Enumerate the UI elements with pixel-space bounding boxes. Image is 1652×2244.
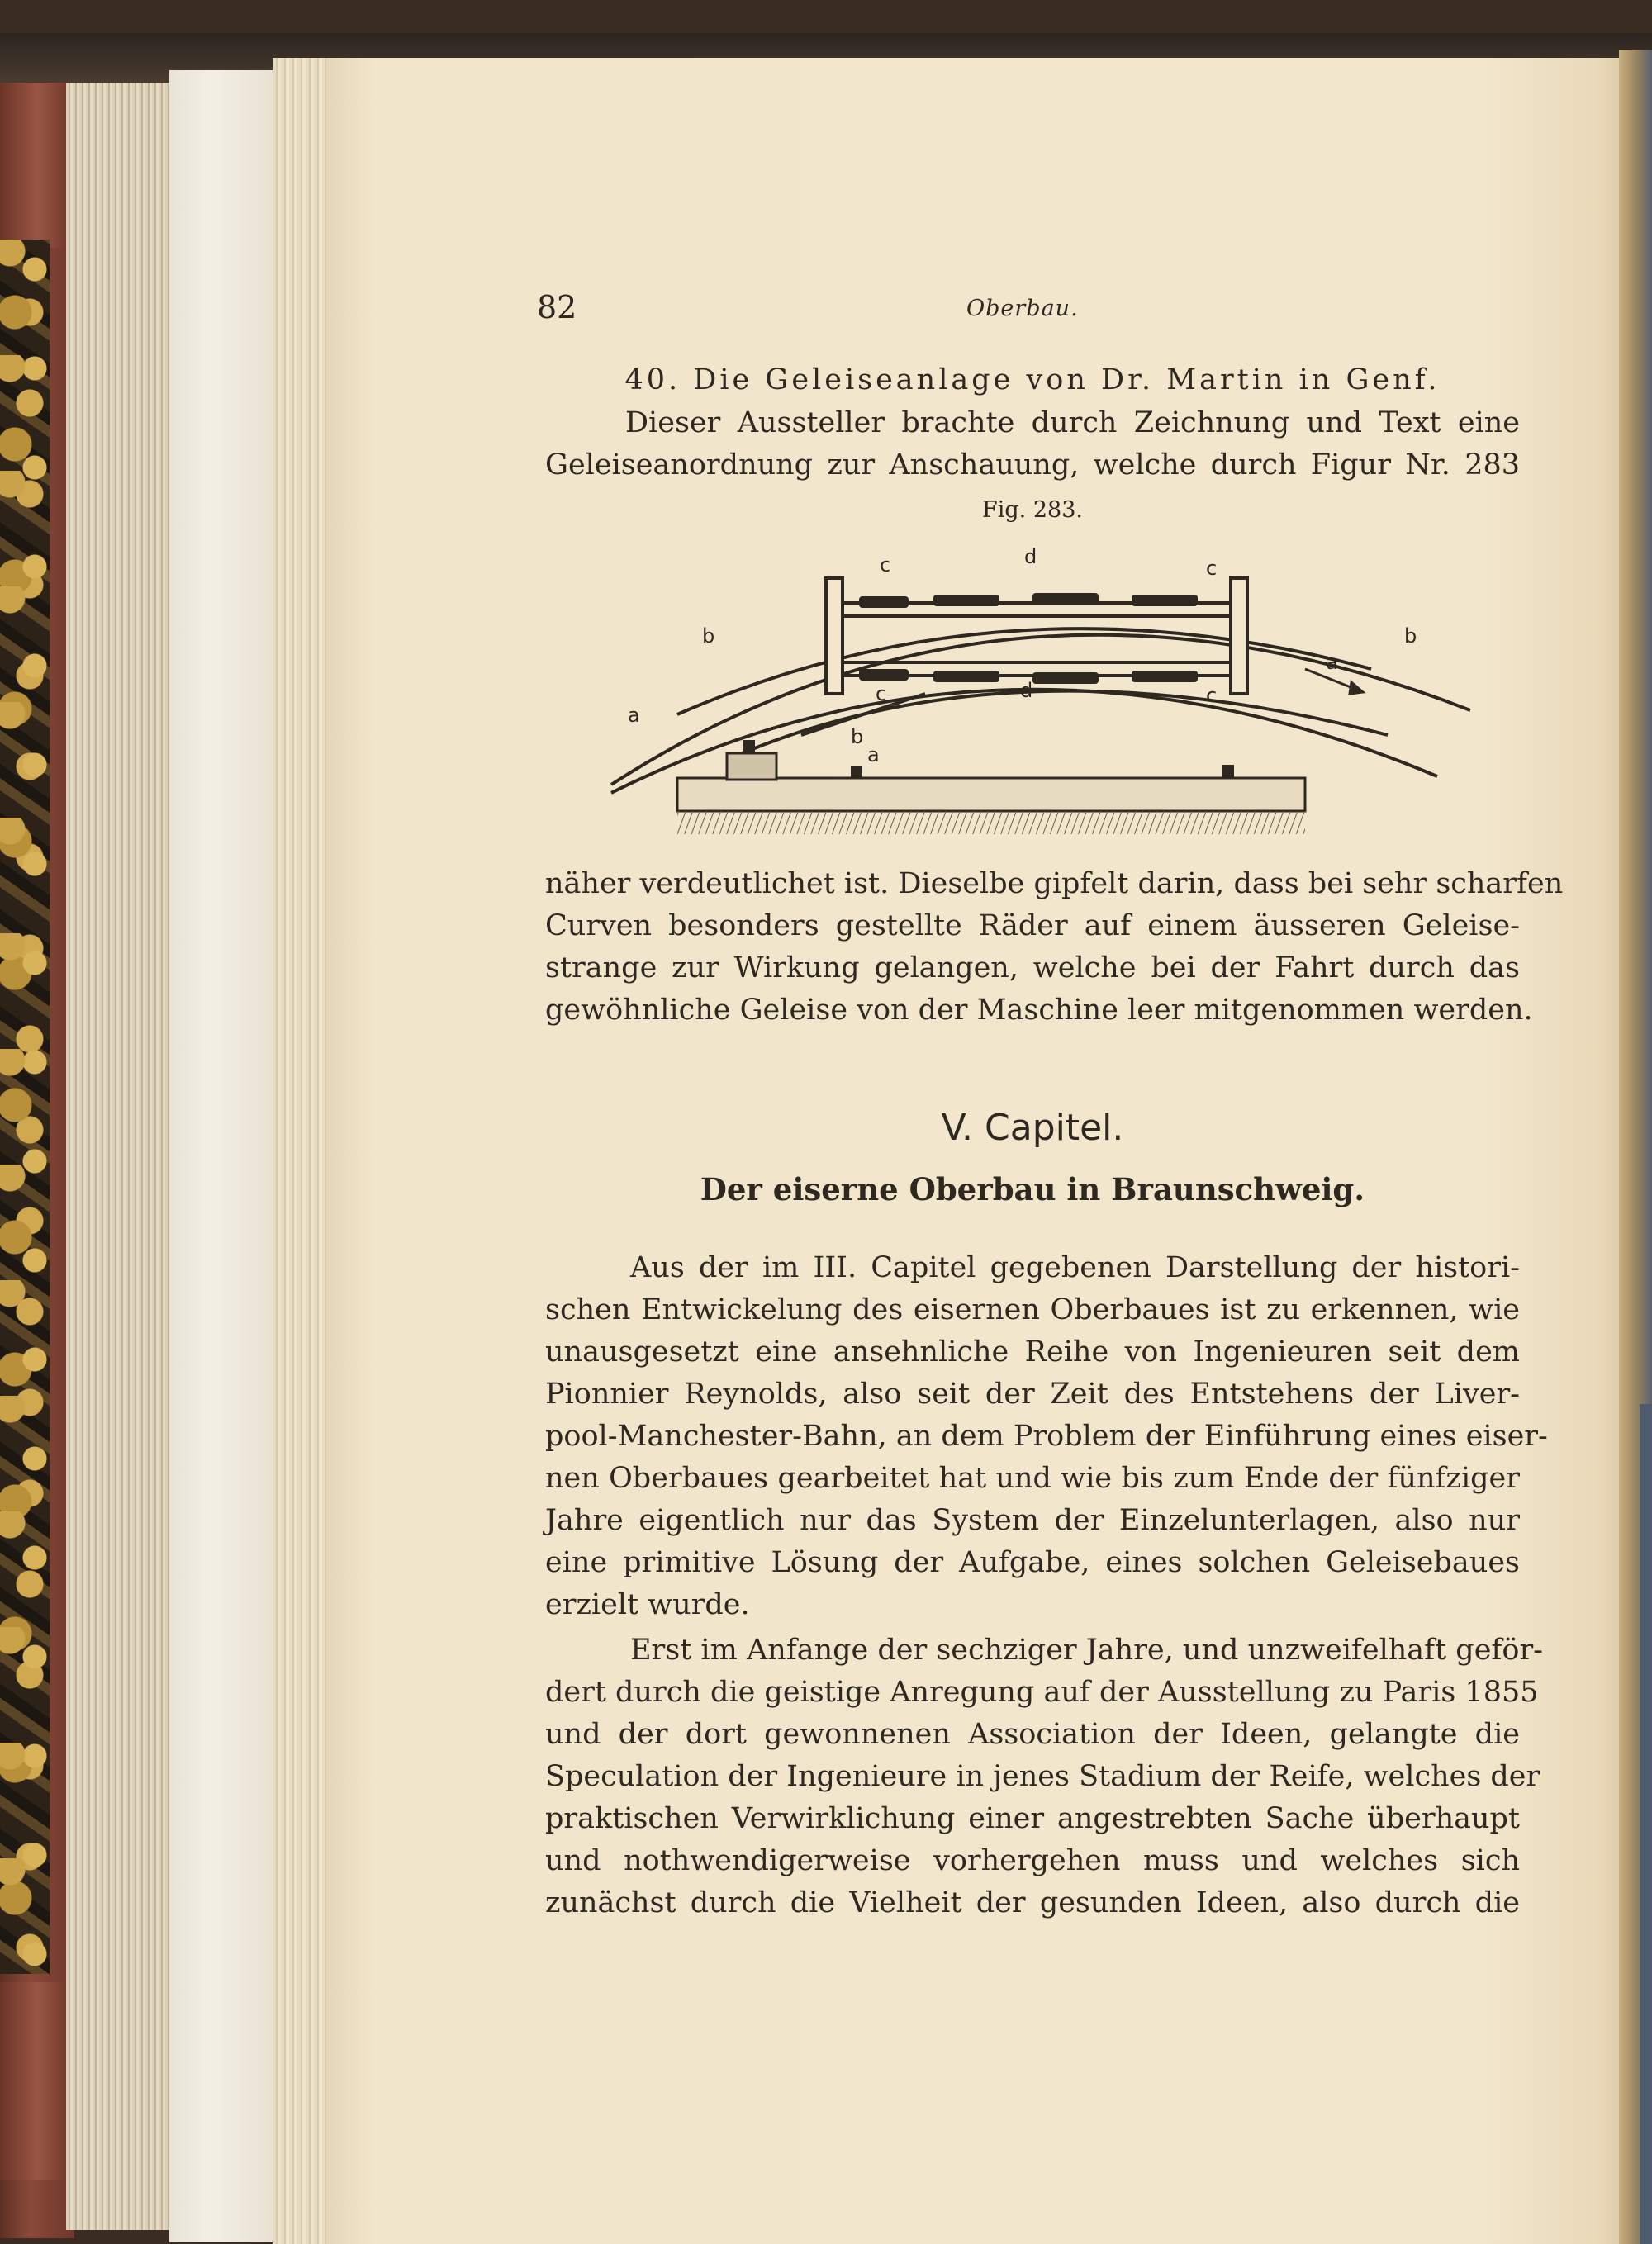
text-line: Pionnier Reynolds, also seit der Zeit des Entstehens der Liver-	[545, 1378, 1520, 1411]
text-line: gewöhnliche Geleise von der Maschine leer mitgenommen werden.	[545, 994, 1533, 1027]
text-line: Aus der im III. Capitel gegebenen Darstellung der histori-	[630, 1251, 1520, 1284]
text-line: strange zur Wirkung gelangen, welche bei der Fahrt durch das	[545, 951, 1520, 984]
axle-right	[1231, 578, 1247, 694]
leather-band	[0, 1982, 74, 2180]
figure-283	[578, 545, 1487, 851]
label-b: b	[702, 624, 715, 648]
label-b: b	[1404, 624, 1417, 648]
page-edges-left	[66, 83, 173, 2230]
text-line: unausgesetzt eine ansehnliche Reihe von Ingenieuren seit dem	[545, 1335, 1520, 1369]
label-d: d	[1024, 545, 1037, 568]
text-line: zunächst durch die Vielheit der gesunden Ideen, also durch die	[545, 1886, 1520, 1919]
marbled-endpaper	[0, 240, 50, 1974]
sleeper-section	[677, 740, 1305, 834]
text-line: schen Entwickelung des eisernen Oberbaues ist zu erkennen, wie	[545, 1293, 1520, 1326]
label-a: a	[867, 743, 880, 766]
text-line: und nothwendigerweise vorhergehen muss und welches sich	[545, 1844, 1520, 1877]
text-line: Speculation der Ingenieure in jenes Stadium der Reife, welches der	[545, 1760, 1540, 1793]
text-line: Dieser Aussteller brachte durch Zeichnung und Text eine	[625, 406, 1520, 439]
running-head: Oberbau.	[966, 296, 1079, 321]
text-line: praktischen Verwirklichung einer angestrebten Sache überhaupt	[545, 1802, 1520, 1835]
axle-left	[826, 578, 843, 694]
text-line: Geleiseanordnung zur Anschauung, welche durch Figur Nr. 283	[545, 448, 1520, 482]
chapter-number: V. Capitel.	[941, 1107, 1124, 1149]
label-c: c	[1206, 557, 1218, 580]
page-number: 82	[537, 289, 577, 325]
text-line: näher verdeutlichet ist. Dieselbe gipfelt darin, dass bei sehr scharfen	[545, 867, 1564, 900]
label-c: c	[1206, 684, 1218, 707]
text-line: eine primitive Lösung der Aufgabe, eines solchen Geleisebaues	[545, 1546, 1520, 1579]
text-line: pool-Manchester-Bahn, an dem Problem der Einführung eines eiser-	[545, 1420, 1548, 1453]
label-b: b	[851, 725, 864, 748]
text-line: Erst im Anfange der sechziger Jahre, und unzweifelhaft geför-	[630, 1634, 1544, 1667]
text-line: und der dort gewonnenen Association der Ideen, gelangte die	[545, 1718, 1520, 1751]
section-title: 40. Die Geleiseanlage von Dr. Martin in Genf.	[624, 363, 1441, 396]
label-c: c	[876, 682, 887, 705]
text-line: erzielt wurde.	[545, 1588, 750, 1621]
cloth-strip	[1640, 1404, 1652, 2244]
figure-caption: Fig. 283.	[982, 497, 1083, 523]
label-c: c	[880, 553, 891, 576]
text-line: Curven besonders gestellte Räder auf einem äusseren Geleise-	[545, 909, 1520, 942]
left-page	[169, 70, 277, 2242]
label-a: a	[628, 704, 640, 727]
page-gutter	[273, 58, 330, 2244]
text-line: Jahre eigentlich nur das System der Einzelunterlagen, also nur	[545, 1504, 1520, 1537]
text-line: nen Oberbaues gearbeitet hat und wie bis zum Ende der fünfziger	[545, 1462, 1520, 1495]
label-d: d	[1020, 679, 1033, 702]
chapter-title: Der eiserne Oberbau in Braunschweig.	[700, 1171, 1365, 1207]
text-line: dert durch die geistige Anregung auf der Ausstellung zu Paris 1855	[545, 1676, 1539, 1709]
label-a: a	[1326, 651, 1338, 674]
